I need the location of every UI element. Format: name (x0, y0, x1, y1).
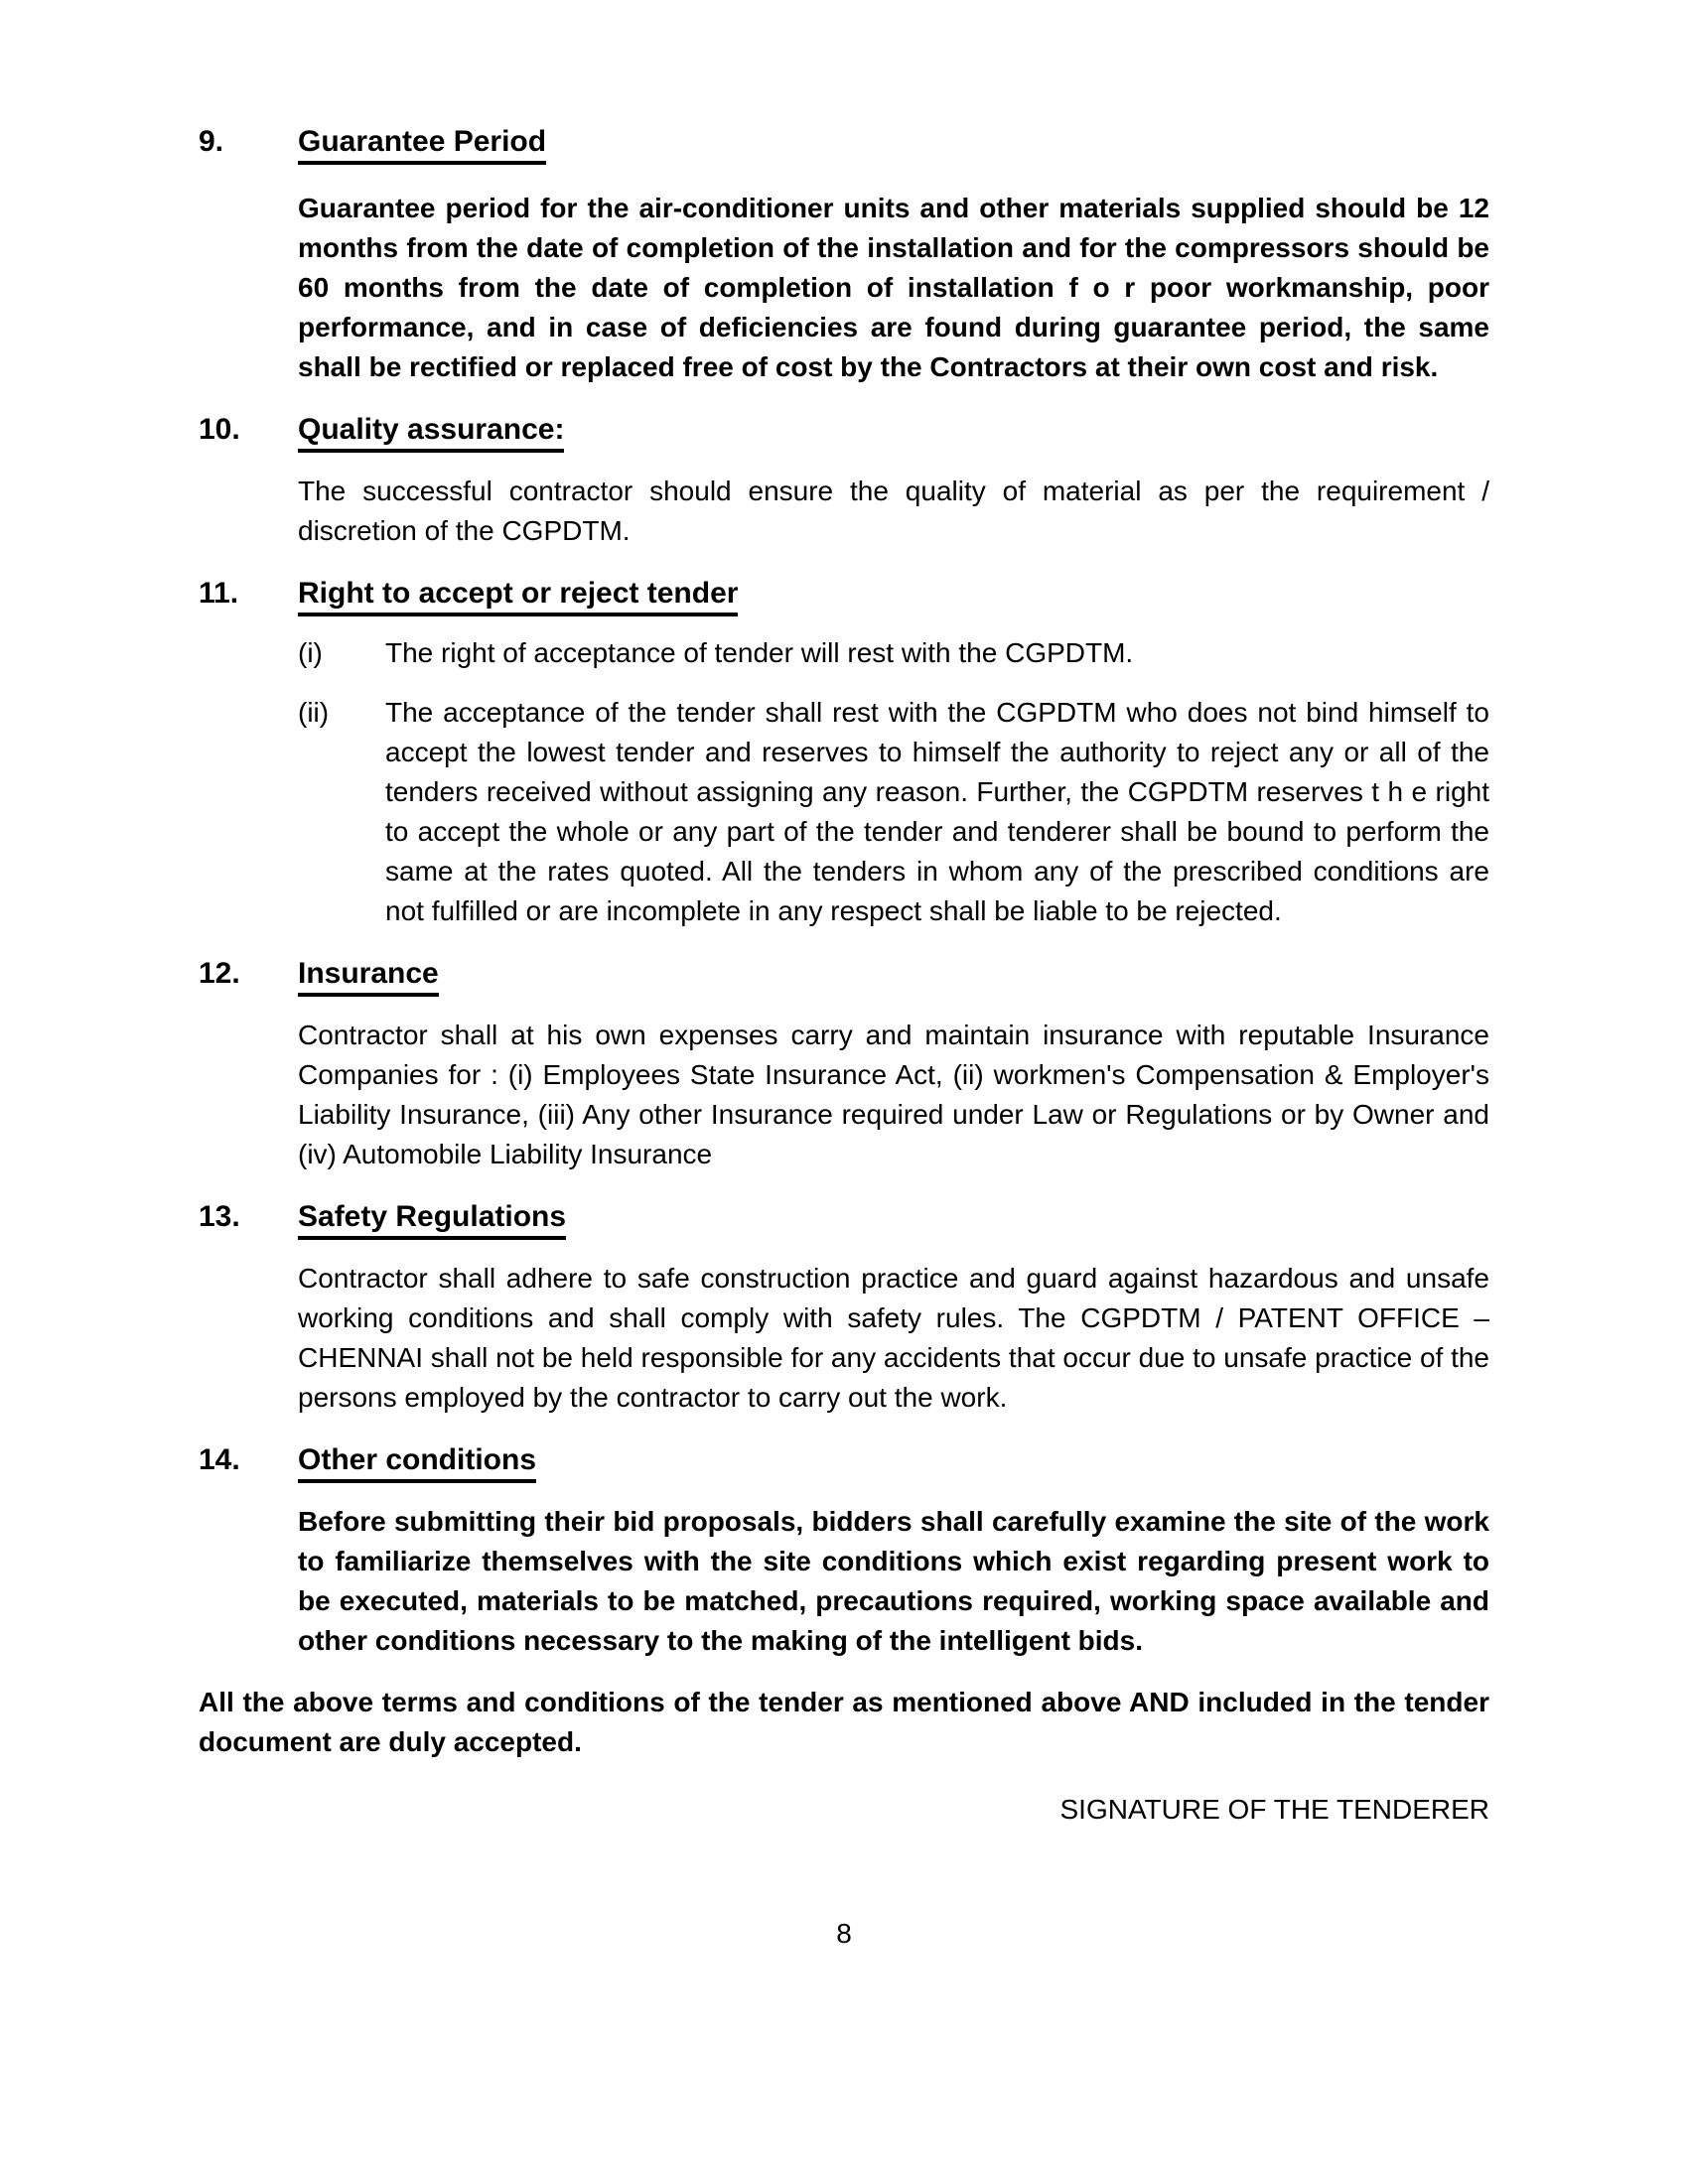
closing-paragraph: All the above terms and conditions of the tender as mentioned above AND included in the tender document are duly accepted. (199, 1687, 1489, 1757)
section-9-title: Guarantee Period (298, 124, 546, 165)
signature-line: SIGNATURE OF THE TENDERER (1059, 1794, 1489, 1825)
section-9-heading-row (199, 120, 1489, 165)
section-11-heading-row (199, 572, 1489, 616)
section-14-heading-row (199, 1438, 1489, 1483)
section-10-number: 10. (199, 413, 240, 446)
section-12-paragraph: Contractor shall at his own expenses carry and maintain insurance with reputable Insurance Companies for : (i) Employees State Insurance Act, (ii) workmen's Compensation & Employer's Liability Insurance, (iii) Any other Insurance required under Law or Regulations or by Owner and (iv) Automobile Liability Insurance (298, 1020, 1489, 1169)
section-12-title: Insurance (298, 956, 439, 997)
section-11-number: 11. (199, 577, 239, 610)
section-11-list-item-1 (298, 633, 1489, 673)
section-14-number: 14. (199, 1443, 240, 1476)
section-9-number: 9. (199, 125, 224, 158)
section-13-paragraph: Contractor shall adhere to safe construction practice and guard against hazardous and unsafe working conditions and shall comply with safety rules. The CGPDTM / PATENT OFFICE – CHENNAI shall not be held responsible for any accidents that occur due to unsafe practice of the persons employed by the contractor to carry out the work. (298, 1263, 1490, 1413)
list-marker-i: (i) (298, 637, 323, 668)
section-10-paragraph: The successful contractor should ensure the quality of material as per the requirement / discretion of the CGPDTM. (298, 476, 1489, 546)
page-number: 8 (836, 1918, 852, 1949)
section-10-title: Quality assurance: (298, 412, 564, 453)
list-marker-ii: (ii) (298, 697, 330, 728)
section-9-paragraph: Guarantee period for the air-conditioner units and other materials supplied should be 12 months from the date of completion of the installation and for the compressors should be 60 months from the date of completion of installation f o r poor workmanship, poor performance, and in case of deficiencies are found during guarantee period, the same shall be rectified or replaced free of cost by the Contractors at their own cost and risk. (298, 193, 1489, 382)
section-13-number: 13. (199, 1200, 240, 1233)
section-13-heading-row (199, 1195, 1489, 1240)
section-11-title: Right to accept or reject tender (298, 576, 738, 616)
section-14-title: Other conditions (298, 1442, 536, 1483)
section-12-heading-row (199, 952, 1489, 997)
section-11-list-item-2 (298, 693, 1489, 931)
list-item-text-i: The right of acceptance of tender will rest with the CGPDTM. (385, 637, 1134, 668)
section-13-title: Safety Regulations (298, 1199, 566, 1240)
section-14-paragraph: Before submitting their bid proposals, bidders shall carefully examine the site of the work to familiarize themselves with the site conditions which exist regarding present work to be executed, materials to be matched, precautions required, working space available and other conditions necessary to the making of the intelligent bids. (298, 1506, 1489, 1656)
list-item-text-ii: The acceptance of the tender shall rest with the CGPDTM who does not bind himself to accept the lowest tender and reserves to himself the authority to reject any or all of the tenders received without assigning any reason. Further, the CGPDTM reserves t h e right to accept the whole or any part of the tender and tenderer shall be bound to perform the same at the rates quoted. All the tenders in whom any of the prescribed conditions are not fulfilled or are incomplete in any respect shall be liable to be rejected. (385, 697, 1489, 926)
section-12-number: 12. (199, 957, 240, 990)
section-10-heading-row (199, 408, 1489, 453)
document-content (199, 0, 1489, 1954)
